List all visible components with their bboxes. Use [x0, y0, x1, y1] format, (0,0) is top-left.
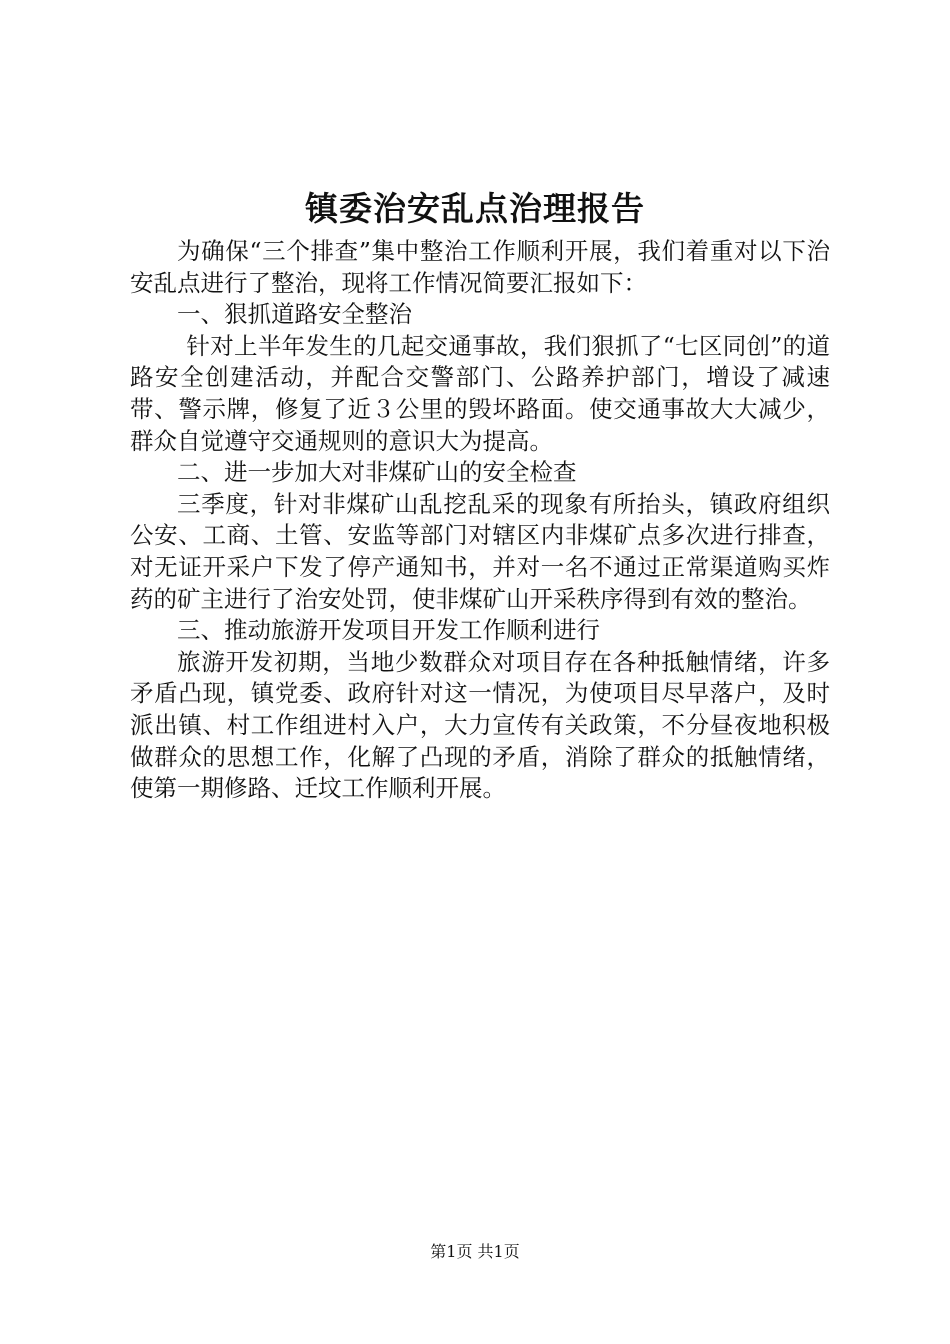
page-number-footer: 第1页 共1页: [430, 1242, 520, 1261]
section-heading-2: 二、进一步加大对非煤矿山的安全检查: [177, 458, 577, 487]
section-heading-1: 一、狠抓道路安全整治: [177, 300, 412, 329]
section-paragraph-2: 三季度，针对非煤矿山乱挖乱采的现象有所抬头，镇政府组织公安、工商、土管、安监等部门对辖区内非煤矿点多次进行排查，对无证开采户下发了停产通知书，并对一名不通过正常渠道购买炸药的矿主进行了治安处罚，使非煤矿山开采秩序得到有效的整治。: [130, 489, 830, 613]
section-heading-3: 三、推动旅游开发项目开发工作顺利进行: [177, 616, 600, 645]
section-paragraph-3: 旅游开发初期，当地少数群众对项目存在各种抵触情绪，许多矛盾凸现，镇党委、政府针对这一情况，为使项目尽早落户，及时派出镇、村工作组进村入户，大力宣传有关政策，不分昼夜地积极做群众的思想工作，化解了凸现的矛盾，消除了群众的抵触情绪，使第一期修路、迁坟工作顺利开展。: [130, 647, 830, 803]
document-title: 镇委治安乱点治理报告: [305, 189, 645, 228]
section-paragraph-1: 针对上半年发生的几起交通事故，我们狠抓了“七区同创”的道路安全创建活动，并配合交警部门、公路养护部门，增设了减速带、警示牌，修复了近３公里的毁坏路面。使交通事故大大减少，群众自觉遵守交通规则的意识大为提高。: [130, 331, 830, 455]
document-body: [130, 236, 830, 805]
intro-paragraph: 为确保“三个排查”集中整治工作顺利开展，我们着重对以下治安乱点进行了整治，现将工作情况简要汇报如下：: [130, 237, 830, 297]
